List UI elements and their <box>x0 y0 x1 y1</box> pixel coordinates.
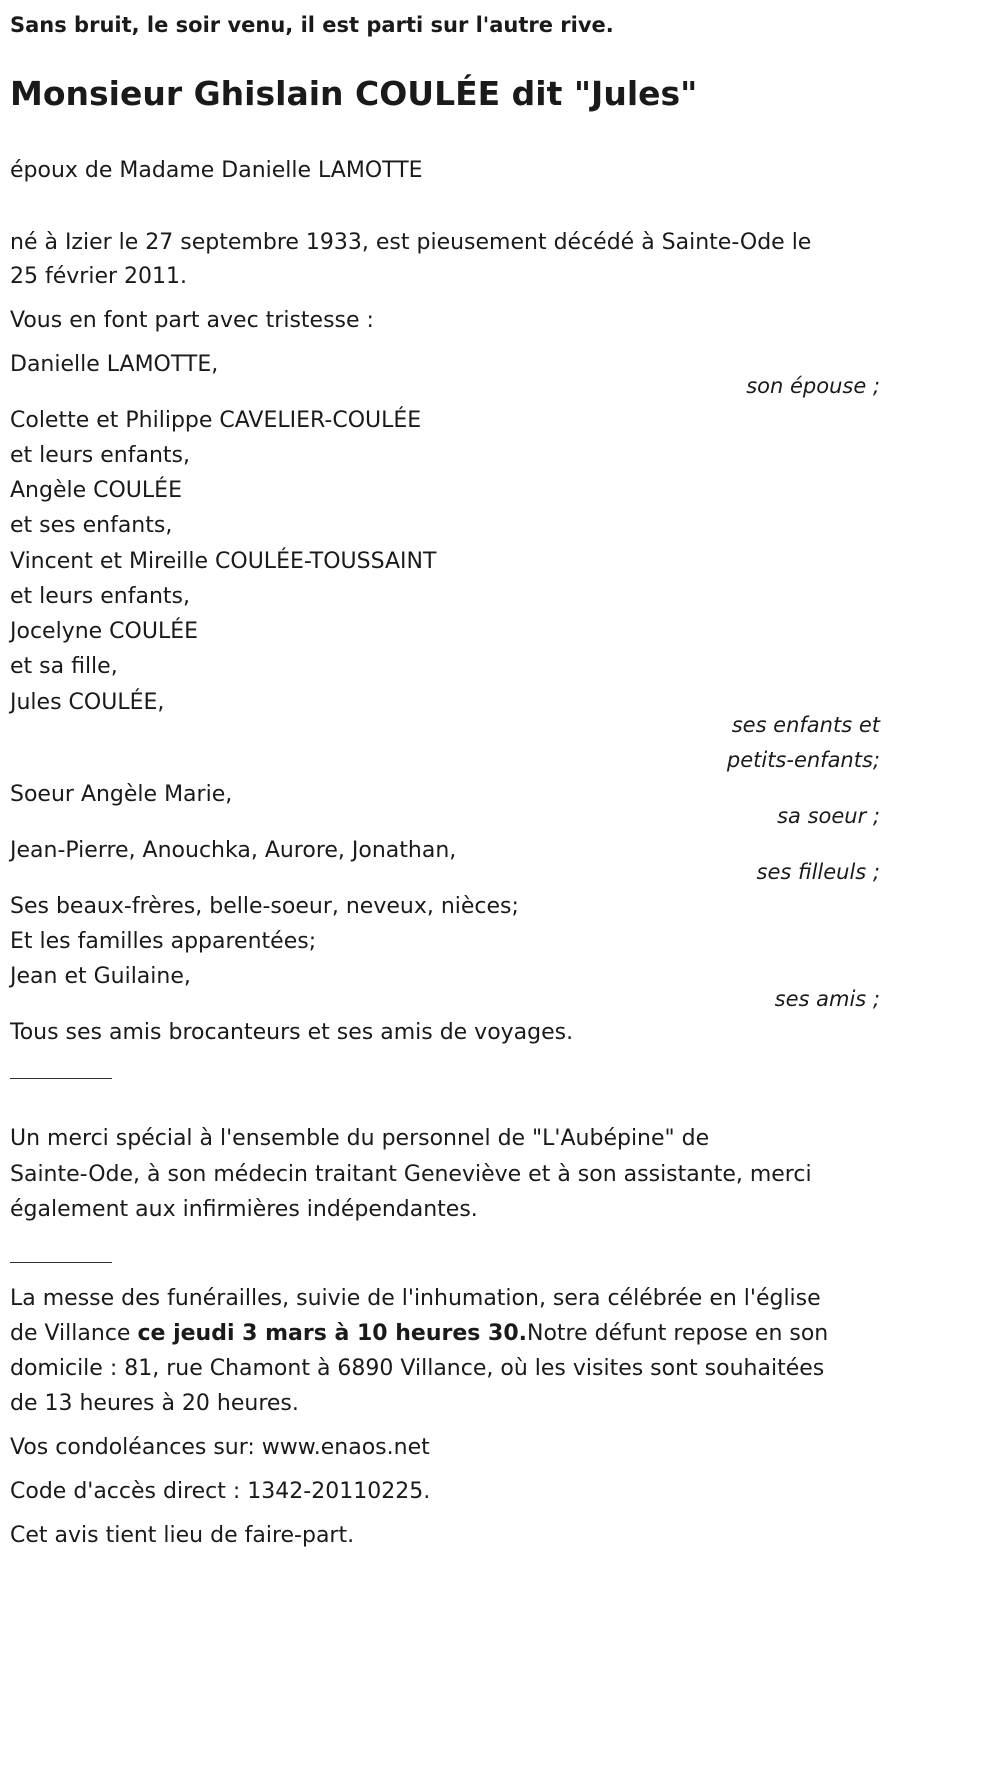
family-line: Vincent et Mireille COULÉE-TOUSSAINT <box>10 549 437 574</box>
family-line: Jocelyne COULÉE <box>10 619 199 644</box>
funeral-line: La messe des funérailles, suivie de l'inhumation, sera célébrée en l'église <box>10 1286 821 1311</box>
sister-role: sa soeur ; <box>777 804 880 828</box>
separator <box>10 1078 112 1079</box>
family-line: et ses enfants, <box>10 513 173 538</box>
access-code-line: Code d'accès direct : 1342-20110225. <box>10 1479 431 1504</box>
family-line: Ses beaux-frères, belle-soeur, neveux, nièces; <box>10 894 519 919</box>
funeral-line: de 13 heures à 20 heures. <box>10 1391 299 1416</box>
sister-name: Soeur Angèle Marie, <box>10 782 233 807</box>
children-role: petits-enfants; <box>726 748 880 772</box>
announcement: Vous en font part avec tristesse : <box>10 308 374 333</box>
funeral-line: domicile : 81, rue Chamont à 6890 Villance, où les visites sont souhaitées <box>10 1356 825 1381</box>
family-line: Et les familles apparentées; <box>10 929 317 954</box>
birth-death-line: né à Izier le 27 septembre 1933, est pieusement décédé à Sainte-Ode le <box>10 230 812 255</box>
family-line: et leurs enfants, <box>10 443 190 468</box>
deceased-name: Monsieur Ghislain COULÉE dit "Jules" <box>10 74 698 113</box>
all-friends: Tous ses amis brocanteurs et ses amis de voyages. <box>10 1020 574 1045</box>
family-line: Jules COULÉE, <box>10 690 165 715</box>
thanks-line: également aux infirmières indépendantes. <box>10 1197 478 1222</box>
children-role: ses enfants et <box>731 713 880 737</box>
notice-line: Cet avis tient lieu de faire-part. <box>10 1523 355 1548</box>
godchildren-role: ses filleuls ; <box>756 860 880 884</box>
spouse-name: Danielle LAMOTTE, <box>10 352 219 377</box>
family-line: et leurs enfants, <box>10 584 190 609</box>
birth-death-line: 25 février 2011. <box>10 264 187 289</box>
condolences-line: Vos condoléances sur: www.enaos.net <box>10 1435 430 1460</box>
thanks-line: Sainte-Ode, à son médecin traitant Geneviève et à son assistante, merci <box>10 1162 812 1187</box>
family-line: Colette et Philippe CAVELIER-COULÉE <box>10 408 422 433</box>
friends-role: ses amis ; <box>774 987 880 1011</box>
epigraph: Sans bruit, le soir venu, il est parti sur l'autre rive. <box>10 13 614 37</box>
funeral-line: de Villance ce jeudi 3 mars à 10 heures 30.Notre défunt repose en son <box>10 1321 829 1346</box>
family-line: Angèle COULÉE <box>10 478 182 503</box>
godchildren-names: Jean-Pierre, Anouchka, Aurore, Jonathan, <box>10 838 457 863</box>
family-line: et sa fille, <box>10 654 118 679</box>
family-line: Jean et Guilaine, <box>10 964 191 989</box>
thanks-line: Un merci spécial à l'ensemble du personnel de "L'Aubépine" de <box>10 1126 710 1151</box>
spouse-line: époux de Madame Danielle LAMOTTE <box>10 158 423 183</box>
spouse-role: son épouse ; <box>746 374 880 398</box>
separator <box>10 1262 112 1263</box>
funeral-date: ce jeudi 3 mars à 10 heures 30. <box>137 1321 528 1346</box>
